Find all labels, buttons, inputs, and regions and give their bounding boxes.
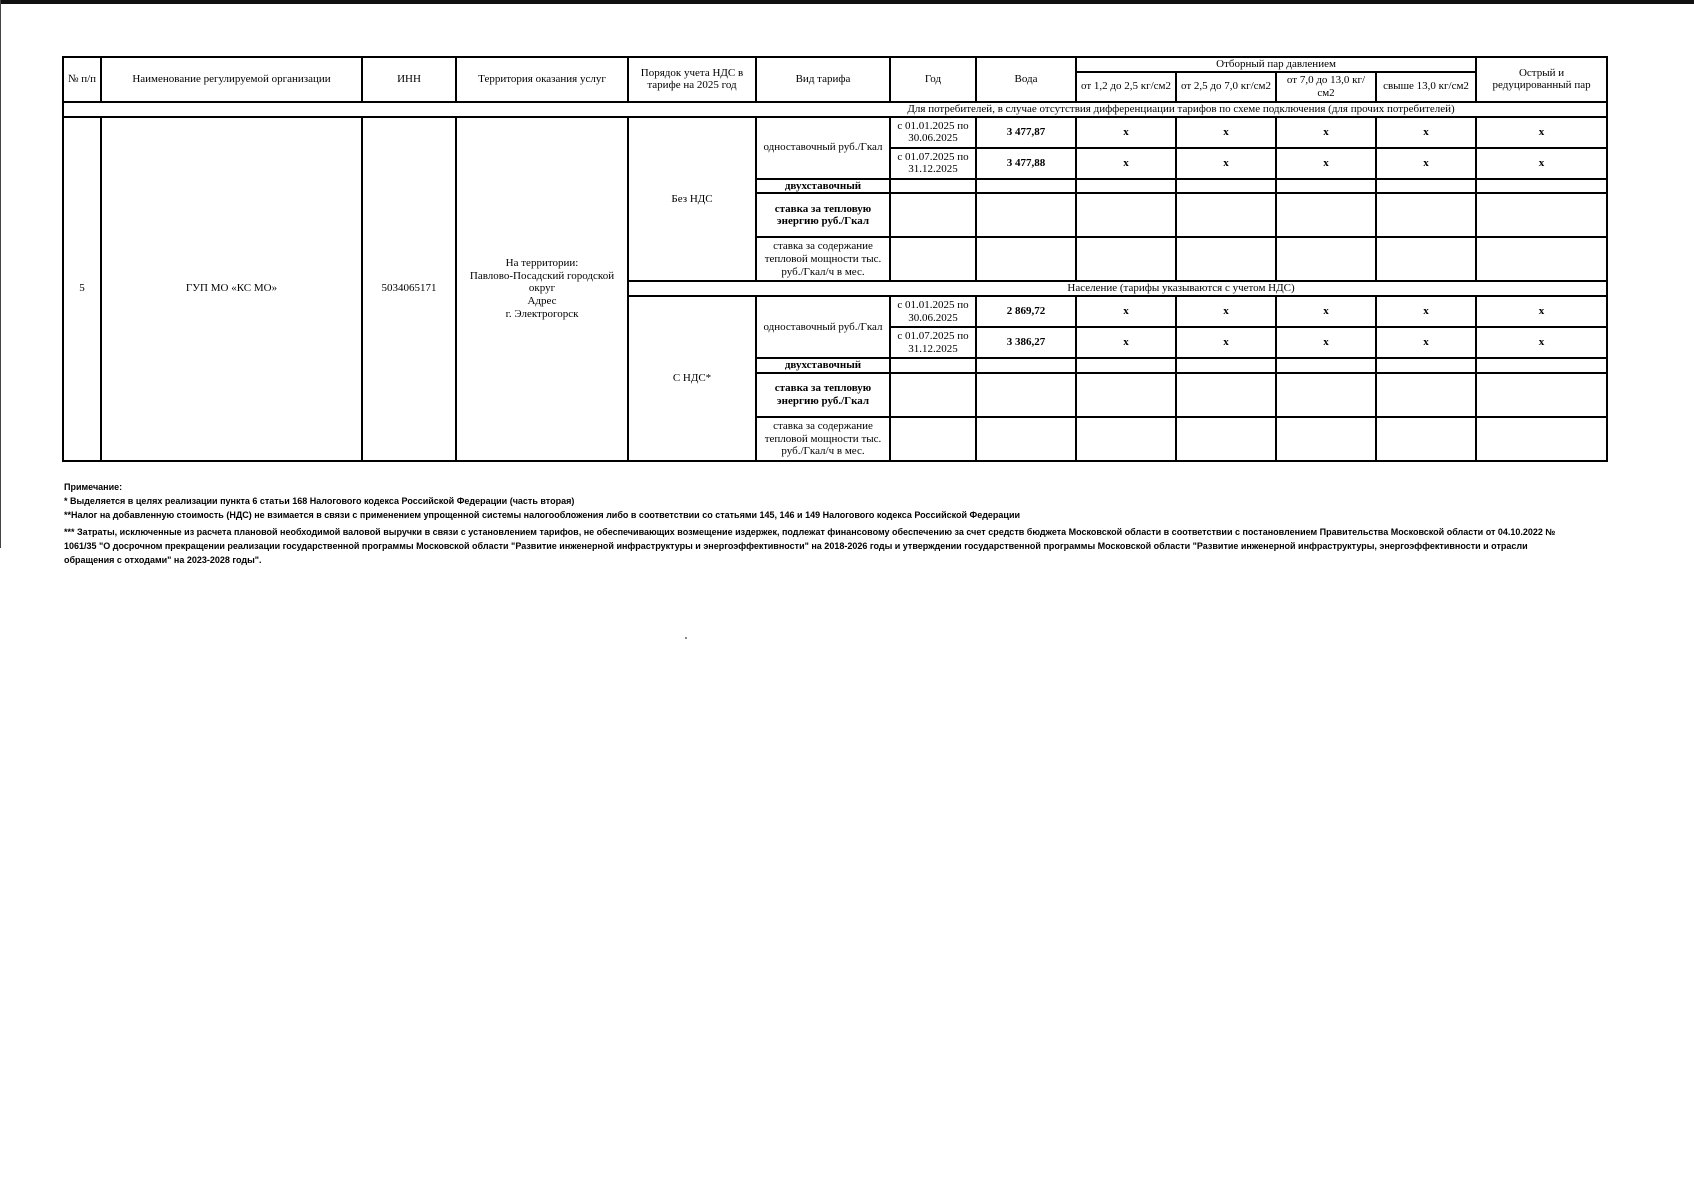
section-population-label: Население (тарифы указываются с учетом НДС) (756, 281, 1607, 296)
empty-cell (976, 358, 1076, 373)
empty-cell (976, 237, 1076, 281)
steam-cell: х (1476, 296, 1607, 327)
section-other-label: Для потребителей, в случае отсутствия дифференциации тарифов по схеме подключения (для прочих потребителей) (756, 102, 1607, 117)
note-2: **Налог на добавленную стоимость (НДС) не взимается в связи с применением упрощенной системы налогообложения либо в соответствии со статьями 145, 146 и 149 Налогового кодекса Российской Федерации (64, 510, 1021, 520)
note-1: * Выделяется в целях реализации пункта 6 статьи 168 Налогового кодекса Российской Федерации (часть вторая) (64, 496, 575, 506)
empty-cell (1276, 179, 1376, 194)
header-steam-2: от 2,5 до 7,0 кг/см2 (1176, 72, 1276, 102)
territory-line-2: Павлово-Посадский городской округ (469, 269, 615, 295)
empty-cell (1476, 358, 1607, 373)
notes (64, 480, 1564, 567)
empty-cell (1176, 179, 1276, 194)
header-water: Вода (976, 57, 1076, 102)
one-rate-label: одноставочный руб./Гкал (756, 117, 890, 179)
empty-cell (1476, 417, 1607, 461)
two-rate-label: двухставочный (756, 179, 890, 194)
header-steam-group: Отборный пар давлением (1076, 57, 1476, 72)
header-tariff-type: Вид тарифа (756, 57, 890, 102)
heat-rate-label: ставка за тепловую энергию руб./Гкал (756, 373, 890, 417)
header-org: Наименование регулируемой организации (101, 57, 362, 102)
empty-cell (1476, 193, 1607, 237)
empty-cell (1176, 237, 1276, 281)
empty-cell (890, 193, 976, 237)
empty-cell (1276, 193, 1376, 237)
steam-cell: х (1276, 296, 1376, 327)
period-year: с 01.07.2025 по 31.12.2025 (890, 327, 976, 358)
header-num: № п/п (63, 57, 101, 102)
empty-cell (976, 417, 1076, 461)
steam-cell: х (1376, 148, 1476, 179)
notes-title: Примечание: (64, 482, 123, 492)
top-border (0, 0, 1694, 4)
territory-line-4: г. Электрогорск (505, 307, 579, 320)
steam-cell: х (1276, 148, 1376, 179)
empty-cell (1276, 417, 1376, 461)
section-spacer (63, 102, 756, 117)
water-value: 3 477,87 (976, 117, 1076, 148)
header-inn: ИНН (362, 57, 456, 102)
header-steam-1: от 1,2 до 2,5 кг/см2 (1076, 72, 1176, 102)
row-territory (456, 117, 628, 461)
empty-cell (1476, 373, 1607, 417)
power-rate-label: ставка за содержание тепловой мощности тыс. руб./Гкал/ч в мес. (756, 417, 890, 461)
empty-cell (1276, 373, 1376, 417)
empty-cell (976, 373, 1076, 417)
steam-cell: х (1176, 327, 1276, 358)
empty-cell (890, 237, 976, 281)
steam-cell: х (1176, 148, 1276, 179)
power-rate-label: ставка за содержание тепловой мощности тыс. руб./Гкал/ч в мес. (756, 237, 890, 281)
two-rate-label: двухставочный (756, 358, 890, 373)
empty-cell (976, 179, 1076, 194)
empty-cell (1076, 417, 1176, 461)
empty-cell (1376, 179, 1476, 194)
row-org: ГУП МО «КС МО» (101, 117, 362, 461)
section-spacer (628, 281, 756, 296)
empty-cell (1376, 237, 1476, 281)
steam-cell: х (1276, 327, 1376, 358)
empty-cell (1076, 358, 1176, 373)
steam-cell: х (1376, 327, 1476, 358)
steam-cell: х (1476, 327, 1607, 358)
empty-cell (1276, 237, 1376, 281)
row-inn: 5034065171 (362, 117, 456, 461)
empty-cell (1376, 358, 1476, 373)
left-border (0, 0, 1, 548)
empty-cell (1176, 358, 1276, 373)
empty-cell (1476, 237, 1607, 281)
one-rate-label: одноставочный руб./Гкал (756, 296, 890, 358)
tariff-table (62, 56, 1608, 462)
empty-cell (1176, 417, 1276, 461)
territory-line-3: Адрес (527, 295, 557, 308)
steam-cell: х (1376, 117, 1476, 148)
empty-cell (1176, 193, 1276, 237)
note-3: *** Затраты, исключенные из расчета плановой необходимой валовой выручки в связи с установлением тарифов, не обеспечивающих возмещение издержек, подлежат финансовому обеспечению за счет средств бюджета Московской области в соответствии с постановлением Правительства Московской области от 04.10.2022 № 1061/35 "О досрочном прекращении реализации государственной программы Московской области "Развитие инженерной инфраструктуры и энергоэффективности" на 2018-2026 годы и утверждении государственной программы Московской области "Развитие инженерной инфраструктуры, энергоэффективности и отрасли обращения с отходами" на 2023-2028 годы". (64, 527, 1556, 565)
steam-cell: х (1476, 117, 1607, 148)
empty-cell (1076, 373, 1176, 417)
empty-cell (1076, 193, 1176, 237)
steam-cell: х (1376, 296, 1476, 327)
vat-label: С НДС* (628, 296, 756, 461)
period-year: с 01.01.2025 по 30.06.2025 (890, 117, 976, 148)
water-value: 3 477,88 (976, 148, 1076, 179)
scan-dot (685, 637, 687, 639)
steam-cell: х (1276, 117, 1376, 148)
empty-cell (1376, 193, 1476, 237)
period-year: с 01.01.2025 по 30.06.2025 (890, 296, 976, 327)
steam-cell: х (1076, 148, 1176, 179)
empty-cell (1076, 237, 1176, 281)
heat-rate-label: ставка за тепловую энергию руб./Гкал (756, 193, 890, 237)
vat-label: Без НДС (628, 117, 756, 282)
header-territory: Территория оказания услуг (456, 57, 628, 102)
header-sharp-steam: Острый и редуцированный пар (1476, 57, 1607, 102)
territory-line-1: На территории: (505, 257, 579, 270)
empty-cell (1476, 179, 1607, 194)
empty-cell (976, 193, 1076, 237)
steam-cell: х (1176, 117, 1276, 148)
steam-cell: х (1476, 148, 1607, 179)
empty-cell (890, 417, 976, 461)
water-value: 2 869,72 (976, 296, 1076, 327)
header-vat-order: Порядок учета НДС в тарифе на 2025 год (628, 57, 756, 102)
empty-cell (890, 373, 976, 417)
header-steam-4: свыше 13,0 кг/см2 (1376, 72, 1476, 102)
empty-cell (1376, 417, 1476, 461)
empty-cell (1376, 373, 1476, 417)
row-num: 5 (63, 117, 101, 461)
steam-cell: х (1076, 327, 1176, 358)
water-value: 3 386,27 (976, 327, 1076, 358)
empty-cell (1276, 358, 1376, 373)
empty-cell (890, 179, 976, 194)
header-year: Год (890, 57, 976, 102)
period-year: с 01.07.2025 по 31.12.2025 (890, 148, 976, 179)
steam-cell: х (1076, 296, 1176, 327)
steam-cell: х (1176, 296, 1276, 327)
empty-cell (890, 358, 976, 373)
steam-cell: х (1076, 117, 1176, 148)
empty-cell (1076, 179, 1176, 194)
header-steam-3: от 7,0 до 13,0 кг/см2 (1276, 72, 1376, 102)
empty-cell (1176, 373, 1276, 417)
